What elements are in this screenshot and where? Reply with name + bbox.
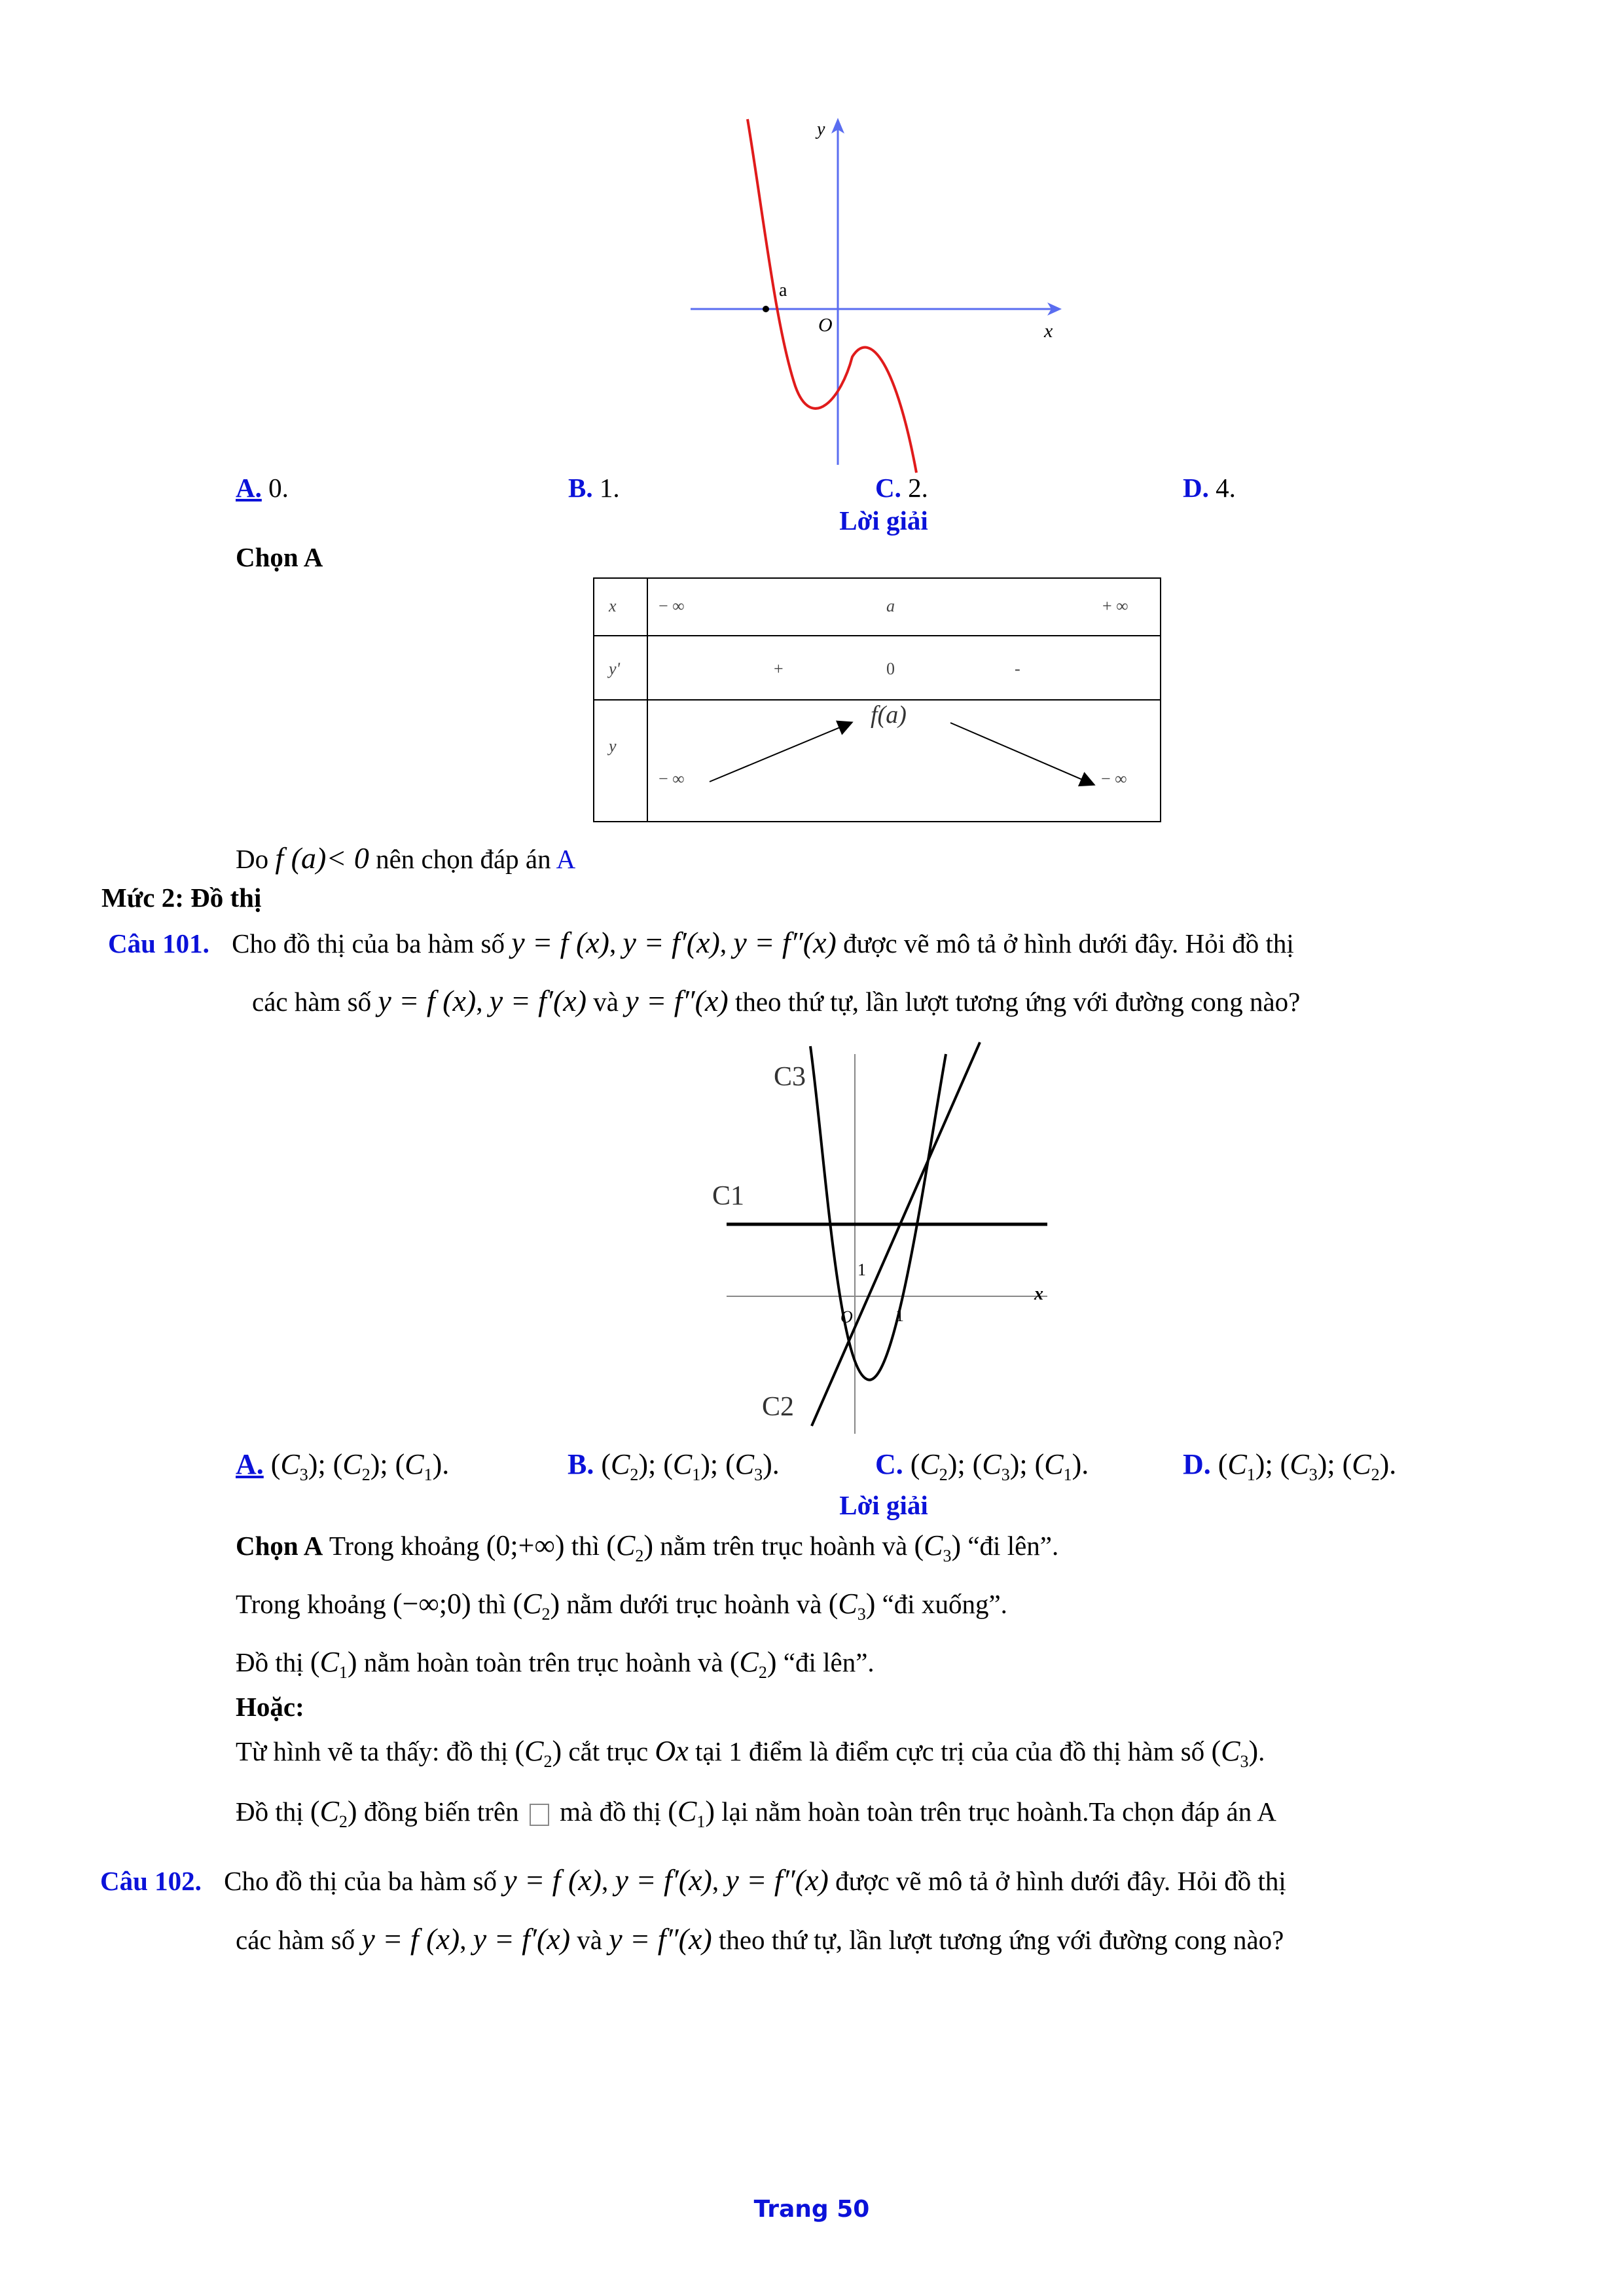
row-yp-label: y' (609, 659, 621, 678)
q101-option-d[interactable]: D. $(C_1)$; $(C_3)$; $(C_2)$. (1183, 1448, 1397, 1484)
variation-table-content (593, 577, 1161, 822)
question-101-line2: các hàm số y = f (x), y = f′(x) và y = f″(x) theo thứ tự, lần lượt tương ứng với đường cong nào? (252, 984, 1301, 1017)
solution-line-1: Chọn A Trong khoảng (0;+∞) thì $(C_2)$ nằm trên trục hoành và $(C_3)$ “đi lên”. (236, 1529, 1059, 1565)
x-a: a (886, 596, 895, 615)
solution-line-2: Trong khoảng (−∞;0) thì $(C_2)$ nằm dưới trục hoành và $(C_3)$ “đi xuống”. (236, 1588, 1007, 1624)
question-102-line1: Câu 102. Cho đồ thị của ba hàm số y = f (x), y = f′(x), y = f″(x) được vẽ mô tả ở hình dưới đây. Hỏi đồ thị (100, 1863, 1286, 1897)
solution-line-3: Đồ thị $(C_1)$ nằm hoàn toàn trên trục hoành và $(C_2)$ “đi lên”. (236, 1646, 875, 1682)
question-102-line2: các hàm số y = f (x), y = f′(x) và y = f″(x) theo thứ tự, lần lượt tương ứng với đường cong nào? (236, 1922, 1284, 1956)
option-a[interactable]: A. 0. (236, 473, 289, 503)
q101-option-b[interactable]: B. $(C_2)$; $(C_1)$; $(C_3)$. (568, 1448, 780, 1484)
solution-line-5: Đồ thị $(C_2)$ đồng biến trên mà đồ thị $(C_1)$ lại nằm hoàn toàn trên trục hoành.Ta chọn đáp án A (236, 1795, 1276, 1831)
solution-line-4: Từ hình vẽ ta thấy: đồ thị $(C_2)$ cắt trục Ox tại 1 điểm là điểm cực trị của của đồ thị hàm số $(C_3)$. (236, 1735, 1265, 1771)
q101-option-a[interactable]: A. $(C_3)$; $(C_2)$; $(C_1)$. (236, 1448, 450, 1484)
arrow-down (950, 723, 1093, 784)
x-label: x (1034, 1284, 1043, 1304)
question-102-label: Câu 102. (100, 1866, 202, 1896)
cubic-curve (748, 119, 916, 473)
solution-heading-101: Lời giải (839, 1490, 928, 1520)
label-c1: C1 (712, 1181, 745, 1211)
label-c3: C3 (774, 1062, 806, 1092)
option-c[interactable]: C. 2. (875, 473, 928, 503)
x-tick-1: 1 (895, 1306, 904, 1325)
graph-three-curves (707, 1034, 1074, 1440)
curve-c3 (812, 1042, 980, 1426)
option-d[interactable]: D. 4. (1183, 473, 1236, 503)
missing-glyph-box (530, 1804, 549, 1826)
choose-answer: Chọn A (236, 542, 323, 572)
y-left-neg-inf: − ∞ (659, 769, 685, 788)
x-pos-inf: + ∞ (1102, 596, 1128, 615)
option-b[interactable]: B. 1. (568, 473, 620, 503)
yp-plus: + (774, 659, 784, 678)
y-right-neg-inf: − ∞ (1101, 769, 1127, 788)
y-label: y (817, 119, 825, 139)
curve-c2 (810, 1046, 946, 1380)
origin-label: O (818, 314, 833, 336)
origin: O (840, 1307, 853, 1326)
arrow-up (710, 723, 851, 782)
label-c2: C2 (762, 1392, 795, 1422)
row-y-label: y (609, 737, 617, 756)
point-a (763, 306, 769, 312)
q101-option-c[interactable]: C. $(C_2)$; $(C_3)$; $(C_1)$. (875, 1448, 1089, 1484)
yp-minus: - (1015, 659, 1020, 678)
alternative-heading: Hoặc: (236, 1692, 304, 1722)
row-x-label: x (609, 596, 617, 615)
y-tick-1: 1 (857, 1260, 866, 1279)
conclusion-line: Do f (a)< 0 nên chọn đáp án A (236, 841, 576, 875)
question-101-line1: Câu 101. Cho đồ thị của ba hàm số y = f (x), y = f′(x), y = f″(x) được vẽ mô tả ở hình dưới đây. Hỏi đồ thị (108, 926, 1294, 959)
page-number: Trang 50 (753, 2196, 870, 2223)
a-label: a (779, 280, 787, 301)
solution-heading: Lời giải (839, 505, 928, 536)
x-label: x (1044, 320, 1053, 342)
level-title: Mức 2: Đồ thị (101, 883, 262, 913)
x-neg-inf: − ∞ (659, 596, 685, 615)
yp-zero: 0 (886, 659, 895, 678)
y-max-fa: f(a) (871, 701, 907, 729)
question-101-label: Câu 101. (108, 928, 209, 958)
graph-cubic (681, 111, 1074, 478)
